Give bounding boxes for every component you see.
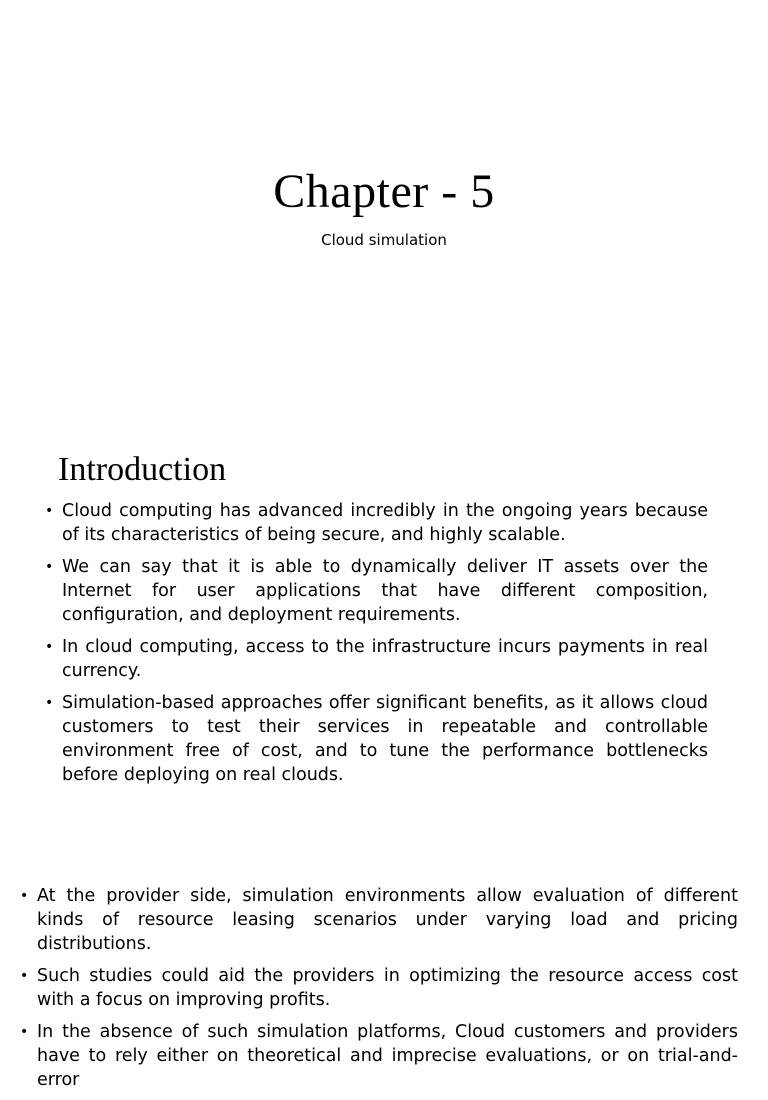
- bullet-item: • In the absence of such simulation platforms, Cloud customers and providers have to rely either on theoretical and imprecise evaluations, or on trial-and-error: [37, 1020, 738, 1092]
- introduction-bullet-list: [62, 499, 708, 795]
- bullet-item: • In cloud computing, access to the infrastructure incurs payments in real currency.: [62, 635, 708, 683]
- title-slide: [0, 0, 768, 432]
- bullet-item: • At the provider side, simulation environments allow evaluation of different kinds of resource leasing scenarios under varying load and pricing distributions.: [37, 884, 738, 956]
- bullet-item: • Cloud computing has advanced incredibly in the ongoing years because of its characteristics of being secure, and highly scalable.: [62, 499, 708, 547]
- bullet-item: • Such studies could aid the providers in optimizing the resource access cost with a focus on improving profits.: [37, 964, 738, 1012]
- bullet-item: • Simulation-based approaches offer significant benefits, as it allows cloud customers to test their services in repeatable and controllable environment free of cost, and to tune the performance bottlenecks before deploying on real clouds.: [62, 691, 708, 787]
- chapter-subtitle: Cloud simulation: [321, 231, 447, 249]
- chapter-title: Chapter - 5: [273, 165, 495, 218]
- introduction-slide: [0, 432, 768, 842]
- section-heading: Introduction: [58, 451, 227, 488]
- bullet-item: • We can say that it is able to dynamically deliver IT assets over the Internet for user applications that have different composition, configuration, and deployment requirements.: [62, 555, 708, 627]
- continuation-bullet-list: [37, 884, 738, 1100]
- continuation-slide: [0, 842, 768, 1090]
